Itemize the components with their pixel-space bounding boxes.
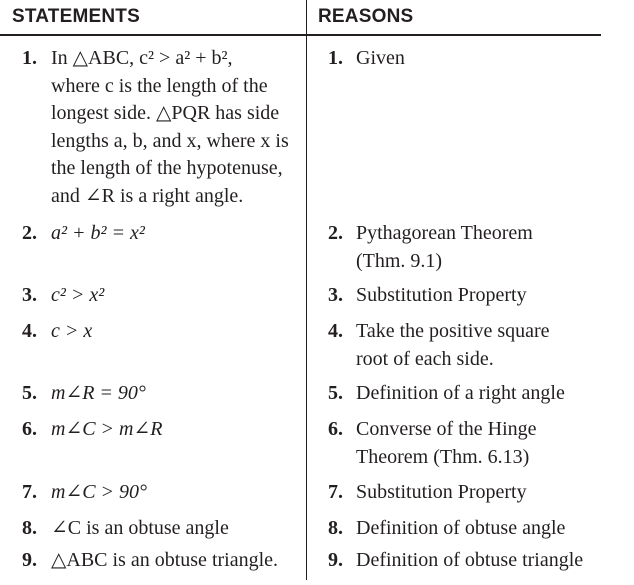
reason-text: [356, 318, 616, 373]
reason-number: 7.: [328, 481, 343, 503]
reason-line: (Thm. 9.1): [356, 249, 443, 272]
statement-text: [51, 416, 303, 444]
statement-line: lengths a, b, and x, where x is: [51, 129, 289, 152]
reason-line: Converse of the Hinge: [356, 418, 537, 440]
reason-number: 3.: [328, 284, 343, 306]
reason-number: 9.: [328, 549, 343, 571]
reason-text: [356, 282, 616, 310]
statement-line: c² > x²: [51, 284, 105, 306]
statement-text: [51, 282, 303, 310]
statement-number: 6.: [22, 418, 37, 440]
reason-line: Substitution Property: [356, 481, 527, 503]
reason-number: 2.: [328, 222, 343, 244]
reason-number: 8.: [328, 517, 343, 539]
statement-line: m∠C > 90°: [51, 481, 148, 503]
statement-line: ∠C is an obtuse angle: [51, 517, 229, 539]
statement-line: and ∠R is a right angle.: [51, 184, 244, 207]
statement-line: m∠R = 90°: [51, 382, 146, 404]
statement-text: [51, 45, 303, 210]
reason-line: Substitution Property: [356, 284, 527, 306]
reason-line: Theorem (Thm. 6.13): [356, 445, 530, 468]
reason-line: Definition of obtuse angle: [356, 517, 566, 539]
reason-text: [356, 416, 616, 471]
statement-line: △ABC is an obtuse triangle.: [51, 549, 279, 571]
reason-line: Definition of a right angle: [356, 382, 565, 404]
statement-text: [51, 547, 303, 575]
reason-text: [356, 479, 616, 507]
statement-line: In △ABC, c² > a² + b²,: [51, 47, 233, 69]
column-divider: [306, 0, 307, 580]
reasons-header: REASONS: [318, 6, 414, 27]
statement-line: c > x: [51, 320, 93, 342]
statement-number: 1.: [22, 47, 37, 69]
reason-line: Pythagorean Theorem: [356, 222, 533, 244]
reason-text: [356, 220, 616, 275]
statement-number: 7.: [22, 481, 37, 503]
reason-line: Definition of obtuse triangle: [356, 549, 584, 571]
statement-text: [51, 380, 303, 408]
header-divider: [0, 34, 601, 36]
statement-text: [51, 220, 303, 248]
reason-text: [356, 45, 616, 73]
statement-line: longest side. △PQR has side: [51, 102, 280, 124]
reason-number: 4.: [328, 320, 343, 342]
reason-number: 1.: [328, 47, 343, 69]
statement-text: [51, 479, 303, 507]
statement-text: [51, 515, 303, 543]
reason-text: [356, 547, 616, 575]
reason-number: 6.: [328, 418, 343, 440]
statement-number: 8.: [22, 517, 37, 539]
statement-line: the length of the hypotenuse,: [51, 157, 283, 179]
statement-line: where c is the length of the: [51, 74, 268, 97]
statement-number: 9.: [22, 549, 37, 571]
statement-number: 4.: [22, 320, 37, 342]
reason-text: [356, 515, 616, 543]
reason-text: [356, 380, 616, 408]
reason-line: Given: [356, 47, 405, 69]
reason-line: Take the positive square: [356, 320, 550, 342]
statement-number: 5.: [22, 382, 37, 404]
statement-number: 2.: [22, 222, 37, 244]
statement-line: m∠C > m∠R: [51, 418, 163, 440]
reason-number: 5.: [328, 382, 343, 404]
statement-line: a² + b² = x²: [51, 222, 145, 244]
reason-line: root of each side.: [356, 347, 494, 370]
statement-number: 3.: [22, 284, 37, 306]
statements-header: STATEMENTS: [12, 6, 140, 27]
statement-text: [51, 318, 303, 346]
